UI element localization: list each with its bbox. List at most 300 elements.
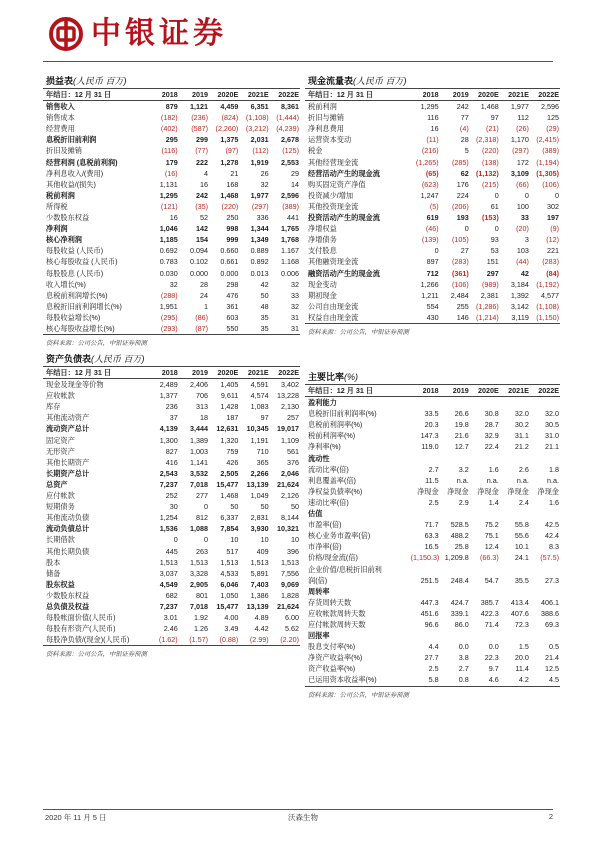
cell-value: 2,381: [480, 290, 499, 300]
row-label: 权益自由现金流: [305, 312, 410, 324]
column-header: 2021E: [239, 367, 269, 379]
table-row: [43, 268, 300, 279]
row-label: 息税前利润率(%): [308, 420, 363, 430]
cell-value: (1,108): [536, 301, 559, 311]
table-row: [305, 301, 560, 312]
table-row: [305, 430, 560, 441]
cell-value: 103: [516, 246, 529, 256]
cell-value: (35): [195, 201, 209, 211]
cell-value: 361: [226, 301, 239, 311]
table-row: [43, 168, 300, 179]
cell-value: (0.88): [209, 634, 239, 646]
cell-value: 1,513: [250, 557, 269, 567]
cell-value: 33: [291, 290, 299, 300]
cell-value: 250: [226, 213, 239, 223]
cell-value: [470, 586, 500, 597]
cell-value: 77: [460, 113, 469, 123]
cell-value: 4,139: [159, 424, 178, 434]
cell-value: 1,405: [220, 380, 239, 390]
cell-value: 1,083: [250, 402, 269, 412]
cell-value: 447.3: [420, 597, 439, 607]
cell-value: 406.1: [541, 597, 559, 607]
cell-value: 63.3: [424, 531, 439, 541]
row-label: 净利率(%): [308, 442, 341, 452]
key-ratios-panel: [305, 371, 560, 699]
table-row: [43, 446, 300, 457]
cell-value: (1,444): [276, 113, 299, 123]
cell-value: 7,237: [159, 479, 178, 489]
table-row: [43, 179, 300, 190]
cell-value: 0.102: [190, 257, 209, 267]
footer-date: 2020 年 11 月 5 日: [45, 813, 107, 822]
cell-value: 2.6: [518, 464, 529, 474]
cell-value: (220): [221, 201, 239, 211]
row-label: 息税折旧前利润增长(%): [46, 301, 122, 311]
cell-value: 7,018: [190, 479, 209, 489]
cell-value: 879: [165, 102, 178, 112]
cell-value: 4,574: [250, 391, 269, 401]
cell-value: 1,050: [220, 590, 239, 600]
cell-value: 2,031: [250, 135, 269, 145]
cell-value: (106): [451, 279, 469, 289]
cell-value: 0.889: [250, 246, 269, 256]
cell-value: (1,108): [245, 113, 269, 123]
cell-value: (297): [512, 146, 529, 156]
cell-value: 52: [200, 213, 209, 223]
row-label: 销售成本: [46, 113, 75, 123]
cell-value: n.a.: [547, 475, 559, 485]
cell-value: 11.5: [425, 475, 439, 485]
row-label: 流动负债总计: [46, 524, 90, 534]
financial-table: [43, 367, 300, 646]
footer-divider: [43, 809, 553, 810]
row-label: 净利息费用: [308, 124, 344, 134]
cell-value: 999: [226, 235, 239, 245]
cell-value: 15,477: [216, 479, 239, 489]
cell-value: (182): [160, 113, 178, 123]
cell-value: 1,121: [190, 102, 209, 112]
cell-value: 1,209.8: [444, 553, 469, 563]
cell-value: 42.5: [545, 520, 559, 530]
cell-value: 242: [456, 102, 469, 112]
cell-value: 2.46: [163, 624, 178, 634]
cell-value: (295): [160, 312, 178, 322]
cell-value: (57.5): [540, 553, 559, 563]
cell-value: 0: [494, 190, 499, 200]
table-row: [305, 212, 560, 223]
cell-value: 35: [260, 312, 269, 322]
row-label: 收入增长(%): [46, 279, 86, 289]
cell-value: 31.0: [545, 431, 559, 441]
cell-value: 1,349: [250, 235, 269, 245]
cell-value: 197: [547, 213, 559, 223]
cell-value: 2,678: [281, 135, 299, 145]
cell-value: 2,046: [281, 468, 299, 478]
cell-value: 172: [516, 157, 529, 167]
cell-value: (2.20): [270, 634, 300, 646]
table-row: [43, 623, 300, 634]
cell-value: (116): [161, 146, 178, 156]
cell-value: (65): [425, 168, 439, 178]
cell-value: 2,130: [281, 402, 299, 412]
cell-value: (66.3): [480, 553, 499, 563]
cell-value: 32.9: [484, 431, 499, 441]
cell-value: 1,977: [250, 190, 269, 200]
row-label: 期初现金: [308, 290, 337, 300]
table-row: [43, 546, 300, 557]
row-label: 其他长期负债: [46, 546, 90, 556]
row-label: 购买固定资产净值: [308, 179, 366, 189]
cell-value: 1,768: [281, 235, 299, 245]
cell-value: 0: [204, 535, 209, 545]
column-header: 2018: [410, 89, 440, 101]
cell-value: 50: [230, 502, 239, 512]
cell-value: 4,577: [541, 290, 559, 300]
cell-value: 3: [524, 235, 529, 245]
cell-value: 451.6: [420, 608, 439, 618]
table-row: [305, 312, 560, 324]
cell-value: 146: [440, 312, 470, 324]
table-row: [305, 245, 560, 256]
cell-value: 416: [165, 457, 178, 467]
cell-value: 33: [520, 213, 529, 223]
table-header-row: [305, 89, 560, 101]
cell-value: 1,919: [250, 157, 269, 167]
footer-company: 沃森生物: [288, 813, 318, 822]
column-header: 年结日：12 月 31 日: [43, 367, 148, 379]
cell-value: 1,344: [250, 224, 269, 234]
cell-value: 19.8: [454, 420, 469, 430]
cell-value: 0.000: [190, 268, 209, 278]
cell-value: 50: [260, 502, 269, 512]
cell-value: (21): [486, 124, 499, 134]
cell-value: (11): [426, 135, 439, 145]
cell-value: 1.167: [281, 246, 299, 256]
row-label: 税金: [308, 146, 323, 156]
cell-value: 11.4: [515, 664, 529, 674]
cell-value: 4.2: [500, 674, 530, 686]
cell-value: 12.4: [484, 542, 499, 552]
cell-value: [530, 508, 560, 519]
cell-value: 897: [426, 257, 439, 267]
cell-value: 13,139: [246, 601, 269, 611]
column-header: 2018: [148, 367, 178, 379]
cell-value: (5): [429, 201, 439, 211]
cell-value: 21: [230, 168, 239, 178]
panel-title: [305, 75, 560, 88]
cell-value: 255: [456, 301, 469, 311]
row-label: 速动比率(倍): [308, 497, 349, 507]
table-row: [305, 597, 560, 608]
cell-value: 1,386: [250, 590, 269, 600]
cell-value: 9,611: [220, 391, 239, 401]
table-header-row: [43, 89, 300, 101]
cell-value: 1,765: [281, 224, 299, 234]
cell-value: 50: [291, 502, 299, 512]
cell-value: 0: [555, 190, 559, 200]
cell-value: (46): [425, 224, 439, 234]
table-row: [305, 464, 560, 475]
cell-value: 339.1: [450, 608, 469, 618]
row-label: 税前利润: [46, 190, 75, 200]
cell-value: (623): [421, 179, 439, 189]
cell-value: 30.8: [484, 409, 499, 419]
cell-value: (106): [542, 179, 559, 189]
table-row: [305, 541, 560, 552]
cell-value: [440, 586, 470, 597]
cell-value: 193: [456, 213, 469, 223]
column-header: 2020E: [470, 385, 500, 397]
cell-value: [470, 397, 500, 409]
cell-value: 9,069: [281, 579, 299, 589]
cell-value: 1,088: [190, 524, 209, 534]
table-row: [305, 256, 560, 267]
cell-value: (1,150): [530, 312, 560, 324]
table-row: [43, 101, 300, 113]
cell-value: 409: [256, 546, 269, 556]
table-row: [43, 435, 300, 446]
cell-value: 2.7: [428, 464, 439, 474]
cell-value: 812: [196, 513, 209, 523]
cell-value: 3,328: [190, 568, 209, 578]
cell-value: 0.013: [250, 268, 269, 278]
cell-value: 0.006: [281, 268, 299, 278]
cell-value: 5.8: [410, 674, 440, 686]
cell-value: (105): [451, 235, 469, 245]
cell-value: 4,533: [220, 568, 239, 578]
cell-value: 4.42: [254, 624, 269, 634]
cell-value: 12.7: [454, 442, 469, 452]
cell-value: 2,505: [220, 468, 239, 478]
cell-value: 10,321: [277, 524, 299, 534]
cell-value: 净现金: [477, 486, 499, 496]
row-label: 长期借款: [46, 535, 75, 545]
panel-title-text: 现金流量表: [308, 76, 354, 86]
cell-value: 424.7: [450, 597, 469, 607]
table-row: [305, 608, 560, 619]
cell-value: 21,624: [277, 479, 299, 489]
cell-value: 251.5: [420, 575, 439, 585]
cell-value: 2.4: [518, 497, 529, 507]
column-header: 年结日：12 月 31 日: [305, 385, 410, 397]
column-header: 2019: [179, 367, 209, 379]
cell-value: 6,046: [220, 579, 239, 589]
cell-value: 30.2: [514, 420, 529, 430]
cell-value: 22.4: [484, 442, 499, 452]
cell-value: 4,591: [250, 380, 269, 390]
table-row: [305, 112, 560, 123]
cell-value: 1,278: [220, 157, 239, 167]
panel-title-text: 主要比率: [308, 372, 345, 382]
cell-value: (77): [195, 146, 209, 156]
cell-value: 1.92: [194, 613, 209, 623]
row-label: 税前利润: [308, 102, 337, 112]
source-note: 资料来源：公司公告，中银证券预测: [46, 651, 147, 659]
cell-value: 86.0: [454, 619, 469, 629]
cell-value: 26.6: [454, 409, 469, 419]
cell-value: 69.3: [545, 619, 559, 629]
cell-value: (97): [225, 146, 239, 156]
cell-value: (4): [459, 124, 469, 134]
cell-value: 1.4: [488, 497, 499, 507]
cell-value: 413.4: [510, 597, 529, 607]
panel-title: [43, 353, 300, 366]
cell-value: n.a.: [456, 475, 469, 485]
cell-value: (389): [282, 201, 299, 211]
table-row: [43, 157, 300, 168]
cell-value: 396: [287, 546, 299, 556]
column-header: 2020E: [209, 367, 239, 379]
cell-value: 3.2: [458, 464, 469, 474]
cell-value: 21.2: [514, 442, 529, 452]
row-label: 每股有形资产(人民币): [46, 624, 116, 634]
row-label: 市净率(倍): [308, 542, 342, 552]
row-label: 已运用资本收益率(%): [305, 674, 410, 686]
row-label: 净增权益: [308, 224, 337, 234]
cell-value: [410, 586, 440, 597]
cell-value: 441: [287, 213, 299, 223]
column-header: 2019: [440, 385, 470, 397]
cell-value: 61: [490, 201, 499, 211]
cell-value: 263: [196, 546, 209, 556]
cell-value: 801: [196, 590, 209, 600]
cell-value: (216): [421, 146, 439, 156]
cell-value: (1,214): [470, 312, 500, 324]
cell-value: (112): [252, 146, 269, 156]
row-label: 利息覆盖率(倍): [308, 475, 356, 485]
table-row: [43, 312, 300, 323]
column-header: 2022E: [530, 385, 560, 397]
cell-value: 4.00: [224, 613, 239, 623]
cell-value: 299: [196, 135, 209, 145]
cell-value: 10,345: [246, 424, 269, 434]
row-label: 流动比率(倍): [308, 464, 349, 474]
table-row: [305, 663, 560, 674]
row-label: 股东权益: [46, 579, 75, 589]
cell-value: 33.5: [424, 409, 439, 419]
bank-of-china-logo-icon: [49, 17, 83, 51]
cell-value: (1,150.3): [410, 553, 440, 563]
cell-value: 224: [456, 190, 469, 200]
cell-value: 21.4: [545, 653, 559, 663]
cell-value: [500, 564, 530, 575]
table-row: [43, 634, 300, 646]
table-row: [305, 674, 560, 686]
panel-title-unit: (人民币 百万): [353, 76, 407, 86]
income-statement-panel: [43, 75, 300, 347]
panel-title: [305, 371, 560, 384]
cell-value: (9): [550, 224, 559, 234]
cell-value: 48: [260, 301, 269, 311]
table-row: [305, 530, 560, 541]
cell-value: 96.6: [424, 619, 439, 629]
cell-value: 0.0: [458, 642, 469, 652]
row-label: 流动资产总计: [46, 424, 90, 434]
cell-value: 2.7: [458, 664, 469, 674]
cell-value: 28: [460, 135, 469, 145]
cell-value: 407.6: [510, 608, 529, 618]
cell-value: (153): [482, 213, 499, 223]
cell-value: 1,389: [190, 435, 209, 445]
cell-value: 1,170: [510, 135, 529, 145]
row-label: 价格/现金流(倍): [308, 553, 358, 563]
cell-value: (20): [516, 224, 529, 234]
cell-value: 0: [204, 502, 209, 512]
row-label: 净增债务: [308, 235, 337, 245]
cell-value: 1,951: [159, 301, 178, 311]
cell-value: 1,185: [159, 235, 178, 245]
cell-value: 28: [200, 279, 209, 289]
cell-value: 0.783: [159, 257, 178, 267]
table-row: [43, 523, 300, 534]
cell-value: 7,854: [220, 524, 239, 534]
cell-value: 30: [169, 502, 178, 512]
cell-value: 21.1: [545, 442, 559, 452]
cell-value: 0.0: [488, 642, 499, 652]
cell-value: (824): [221, 113, 239, 123]
cell-value: 7,403: [250, 579, 269, 589]
row-label: 现金及现金等价物: [46, 380, 104, 390]
row-label: 净资产收益率(%): [308, 653, 363, 663]
cell-value: [470, 564, 500, 575]
row-label: 每股帐面价值(人民币): [46, 613, 116, 623]
cell-value: 365: [256, 457, 269, 467]
cell-value: 1,468: [480, 102, 499, 112]
cell-value: 50: [260, 290, 269, 300]
row-label: 其他融资现金流: [308, 257, 359, 267]
table-row: [43, 223, 300, 234]
cell-value: (29): [546, 124, 559, 134]
cell-value: 0: [173, 535, 178, 545]
cell-value: 7,556: [281, 568, 299, 578]
cell-value: 1.5: [518, 642, 529, 652]
cell-value: 32: [260, 179, 269, 189]
cell-value: 1,046: [159, 224, 178, 234]
cell-value: 31.1: [514, 431, 529, 441]
cell-value: 37: [169, 413, 178, 423]
cell-value: [500, 508, 530, 519]
table-row: [305, 441, 560, 452]
cell-value: 0: [434, 246, 439, 256]
cell-value: 682: [165, 590, 178, 600]
cell-value: 1.6: [488, 464, 499, 474]
row-label: 其他收益/(损失): [46, 179, 96, 189]
cell-value: n.a.: [516, 475, 529, 485]
cell-value: 27.7: [424, 653, 439, 663]
cell-value: 15,477: [216, 601, 239, 611]
cell-value: 1,003: [190, 446, 209, 456]
cell-value: 1,977: [510, 102, 529, 112]
cell-value: 385.7: [480, 597, 499, 607]
cell-value: 712: [426, 268, 439, 278]
cell-value: 4.6: [470, 674, 500, 686]
cell-value: (12): [546, 235, 559, 245]
cell-value: 42.4: [545, 531, 559, 541]
row-label: 长期资产总计: [46, 468, 90, 478]
table-row: [43, 134, 300, 145]
table-row: [43, 590, 300, 601]
row-label: 估值: [308, 509, 323, 519]
row-label: 其他投资现金流: [308, 201, 359, 211]
column-header: 2022E: [270, 89, 300, 101]
cell-value: 388.6: [541, 608, 559, 618]
cell-value: (2.99): [239, 634, 269, 646]
cell-value: 3.8: [458, 653, 469, 663]
table-row: [305, 397, 560, 409]
table-row: [43, 412, 300, 423]
table-header-row: [43, 367, 300, 379]
row-label: 运营资本变动: [308, 135, 352, 145]
